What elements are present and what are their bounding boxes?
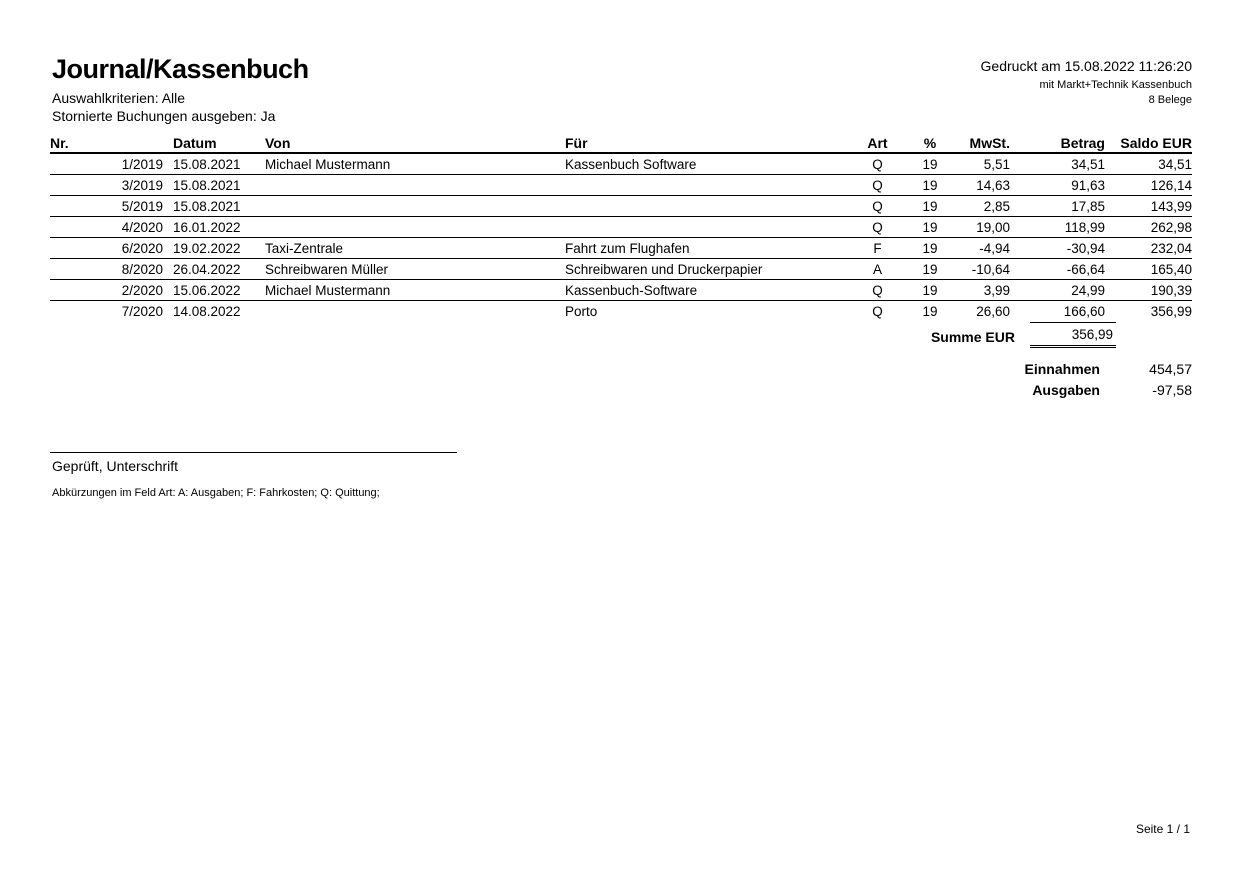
cell-saldo: 34,51 bbox=[1105, 153, 1192, 175]
cell-datum: 15.08.2021 bbox=[163, 175, 265, 196]
cell-saldo: 262,98 bbox=[1105, 217, 1192, 238]
cell-nr: 7/2020 bbox=[121, 304, 163, 319]
cell-datum: 26.04.2022 bbox=[163, 259, 265, 280]
cell-nr: 1/2019 bbox=[50, 153, 163, 175]
signature-label: Geprüft, Unterschrift bbox=[52, 458, 179, 474]
col-header-datum: Datum bbox=[163, 134, 265, 153]
cell-datum: 15.08.2021 bbox=[163, 196, 265, 217]
cell-art: Q bbox=[850, 280, 905, 301]
cell-von: Michael Mustermann bbox=[265, 280, 565, 301]
cell-datum: 16.01.2022 bbox=[163, 217, 265, 238]
cell-betrag: -30,94 bbox=[1010, 238, 1105, 259]
cell-von: Schreibwaren Müller bbox=[265, 259, 565, 280]
col-header-betrag: Betrag bbox=[1010, 134, 1105, 153]
cell-pct: 19 bbox=[922, 304, 938, 319]
cancelled-bookings-option: Stornierte Buchungen ausgeben: Ja bbox=[52, 108, 276, 124]
cell-saldo: 143,99 bbox=[1105, 196, 1192, 217]
cell-datum: 15.06.2022 bbox=[163, 280, 265, 301]
table-row bbox=[50, 280, 1192, 301]
journal-table bbox=[50, 134, 1192, 321]
cell-mwst: 5,51 bbox=[955, 153, 1010, 175]
cell-fuer bbox=[565, 217, 850, 238]
cell-von: Michael Mustermann bbox=[265, 153, 565, 175]
col-header-mwst: MwSt. bbox=[955, 134, 1010, 153]
cell-datum: 19.02.2022 bbox=[163, 238, 265, 259]
income-row bbox=[1025, 361, 1192, 377]
cell-art: Q bbox=[850, 196, 905, 217]
expenses-row bbox=[1032, 382, 1192, 398]
cell-saldo: 232,04 bbox=[1105, 238, 1192, 259]
col-header-art: Art bbox=[850, 134, 905, 153]
cell-pct: 19 bbox=[905, 259, 955, 280]
cell-fuer: Porto bbox=[565, 304, 598, 319]
cell-art: Q bbox=[850, 153, 905, 175]
receipt-count: 8 Belege bbox=[1148, 94, 1192, 106]
col-header-saldo: Saldo EUR bbox=[1105, 134, 1192, 153]
cell-pct: 19 bbox=[905, 280, 955, 301]
cell-fuer: Schreibwaren und Druckerpapier bbox=[565, 259, 850, 280]
cell-art: A bbox=[850, 259, 905, 280]
abbreviations-note: Abkürzungen im Feld Art: A: Ausgaben; F: Fahrkosten; Q: Quittung; bbox=[52, 487, 380, 499]
cell-mwst: 14,63 bbox=[955, 175, 1010, 196]
col-header-pct: % bbox=[905, 134, 955, 153]
page-title: Journal/Kassenbuch bbox=[52, 54, 309, 84]
cell-datum: 15.08.2021 bbox=[163, 153, 265, 175]
cell-betrag: 91,63 bbox=[1010, 175, 1105, 196]
table-header-row bbox=[50, 134, 1192, 153]
cell-von: Taxi-Zentrale bbox=[265, 238, 565, 259]
cell-saldo: 165,40 bbox=[1105, 259, 1192, 280]
income-label: Einnahmen bbox=[1024, 361, 1100, 377]
table-row bbox=[50, 175, 1192, 196]
cell-mwst: 3,99 bbox=[955, 280, 1010, 301]
cell-mwst: -10,64 bbox=[955, 259, 1010, 280]
cell-nr: 3/2019 bbox=[50, 175, 163, 196]
col-header-fuer: Für bbox=[565, 134, 850, 153]
cell-saldo: 356,99 bbox=[1150, 304, 1192, 319]
cell-pct: 19 bbox=[905, 153, 955, 175]
expenses-label: Ausgaben bbox=[1032, 382, 1100, 398]
cell-fuer: Kassenbuch Software bbox=[565, 153, 850, 175]
printed-with: mit Markt+Technik Kassenbuch bbox=[1039, 79, 1192, 91]
printed-at: Gedruckt am 15.08.2022 11:26:20 bbox=[980, 58, 1192, 74]
table-row bbox=[50, 238, 1192, 259]
sum-value: 356,99 bbox=[1030, 322, 1116, 348]
cell-pct: 19 bbox=[905, 217, 955, 238]
cell-mwst: 2,85 bbox=[955, 196, 1010, 217]
cell-pct: 19 bbox=[905, 196, 955, 217]
cell-datum: 14.08.2022 bbox=[173, 304, 241, 319]
cell-betrag: 24,99 bbox=[1010, 280, 1105, 301]
cell-saldo: 190,39 bbox=[1105, 280, 1192, 301]
expenses-value: -97,58 bbox=[1152, 382, 1192, 398]
print-info bbox=[981, 58, 1192, 106]
cell-nr: 2/2020 bbox=[50, 280, 163, 301]
cell-mwst: -4,94 bbox=[955, 238, 1010, 259]
page-number: Seite 1 / 1 bbox=[1135, 822, 1190, 836]
cell-pct: 19 bbox=[905, 175, 955, 196]
cell-art: Q bbox=[872, 304, 883, 319]
signature-line bbox=[50, 452, 457, 453]
cell-art: Q bbox=[850, 175, 905, 196]
income-value: 454,57 bbox=[1149, 361, 1192, 377]
cell-betrag: 118,99 bbox=[1010, 217, 1105, 238]
cell-pct: 19 bbox=[905, 238, 955, 259]
cell-betrag: 17,85 bbox=[1010, 196, 1105, 217]
cell-saldo: 126,14 bbox=[1105, 175, 1192, 196]
table-row bbox=[50, 153, 1192, 175]
cell-von bbox=[265, 301, 565, 322]
cell-fuer bbox=[565, 175, 850, 196]
cell-art: Q bbox=[850, 217, 905, 238]
cell-fuer bbox=[565, 196, 850, 217]
table-row bbox=[50, 301, 1192, 322]
cell-fuer: Kassenbuch-Software bbox=[565, 280, 850, 301]
cell-von bbox=[265, 196, 565, 217]
cell-fuer: Fahrt zum Flughafen bbox=[565, 238, 850, 259]
cell-nr: 5/2019 bbox=[50, 196, 163, 217]
sum-label: Summe EUR bbox=[930, 329, 1015, 345]
col-header-nr: Nr. bbox=[50, 134, 163, 153]
cell-von bbox=[265, 175, 565, 196]
cell-nr: 8/2020 bbox=[50, 259, 163, 280]
col-header-von: Von bbox=[265, 134, 565, 153]
cell-art: F bbox=[850, 238, 905, 259]
cell-betrag: 34,51 bbox=[1010, 153, 1105, 175]
cell-betrag: 166,60 bbox=[1063, 304, 1105, 319]
cell-nr: 4/2020 bbox=[50, 217, 163, 238]
table-row bbox=[50, 217, 1192, 238]
table-row bbox=[50, 196, 1192, 217]
selection-criteria: Auswahlkriterien: Alle bbox=[52, 90, 186, 106]
table-row bbox=[50, 259, 1192, 280]
cell-mwst: 19,00 bbox=[955, 217, 1010, 238]
cell-nr: 6/2020 bbox=[50, 238, 163, 259]
cell-betrag: -66,64 bbox=[1010, 259, 1105, 280]
cell-von bbox=[265, 217, 565, 238]
cell-mwst: 26,60 bbox=[976, 304, 1010, 319]
